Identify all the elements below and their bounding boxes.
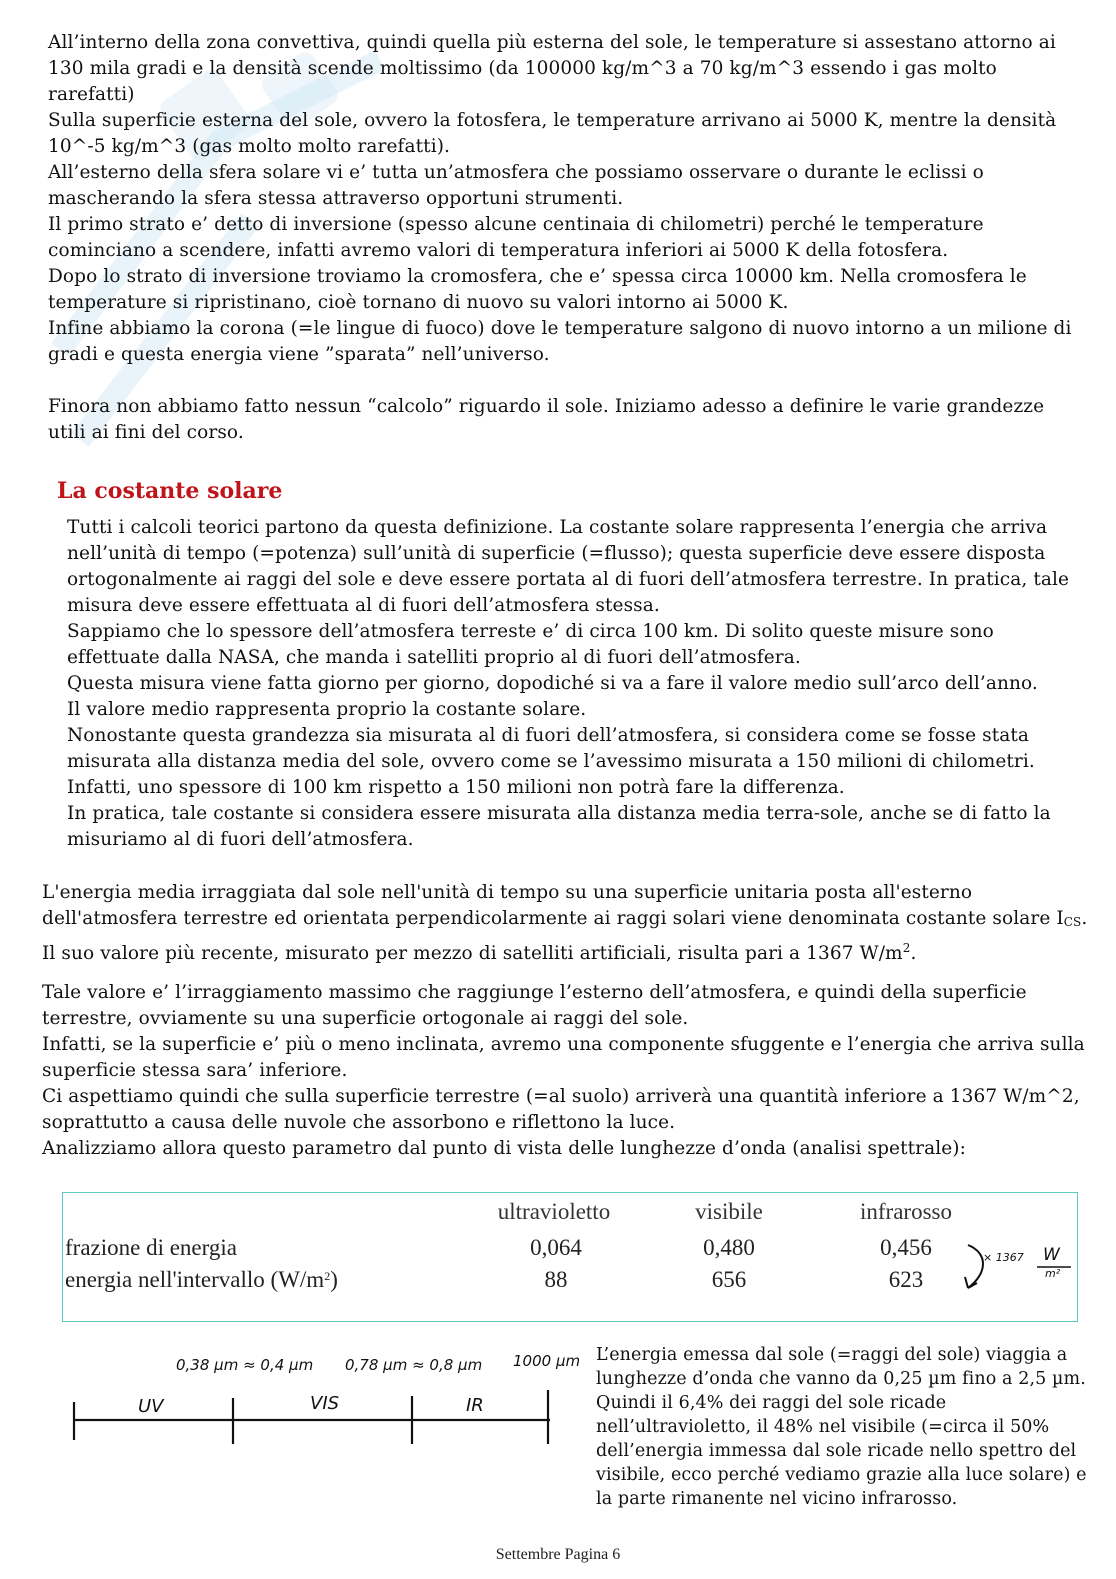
intro-line: gradi e questa energia viene ”sparata” nell’universo. xyxy=(48,344,550,365)
intro-line: 130 mila gradi e la densità scende moltissimo (da 100000 kg/m^3 a 70 kg/m^3 essendo i gas molto xyxy=(48,58,997,79)
header-ir: infrarosso xyxy=(860,1199,952,1224)
sketch-band-uv: UV xyxy=(138,1396,164,1417)
section-line: Questa misura viene fatta giorno per giorno, dopodiché si va a fare il valore medio sull’arco dell’anno. xyxy=(67,673,1038,694)
side-line: Quindi il 6,4% dei raggi del sole ricade xyxy=(596,1393,947,1413)
handwritten-arrow xyxy=(63,1193,1079,1323)
header-uv: ultravioletto xyxy=(497,1199,611,1224)
definition-line: L'energia media irraggiata dal sole nell'unità di tempo su una superficie unitaria posta all'esterno xyxy=(42,882,973,903)
intro-line: Il primo strato e’ detto di inversione (spesso alcune centinaia di chilometri) perché le temperature xyxy=(48,214,984,235)
note-unit-num: W xyxy=(1043,1245,1060,1265)
side-line: nell’ultravioletto, il 48% nel visibile (=circa il 50% xyxy=(596,1417,1050,1437)
intro2-line: Finora non abbiamo fatto nessun “calcolo” riguardo il sole. Iniziamo adesso a definire le varie grandezze xyxy=(48,396,1045,417)
after-line: soprattutto a causa delle nuvole che assorbono e riflettono la luce. xyxy=(42,1112,676,1133)
section-heading: La costante solare xyxy=(57,478,283,504)
intro-line: temperature si ripristinano, cioè tornano di nuovo su valori intorno ai 5000 K. xyxy=(48,292,789,313)
section-line: In pratica, tale costante si considera essere misurata alla distanza media terra-sole, anche se di fatto la xyxy=(67,803,1051,824)
intro-line: 10^-5 kg/m^3 (gas molto molto rarefatti). xyxy=(48,136,451,157)
side-line: visibile, ecco perché vediamo grazie alla luce solare) e xyxy=(596,1465,1087,1485)
intro-line: All’esterno della sfera solare vi e’ tutta un’atmosfera che possiamo osservare o durante le eclissi o xyxy=(48,162,984,183)
row2-ir-value: 623 xyxy=(888,1267,924,1292)
after-line: Infatti, se la superficie e’ più o meno inclinata, avremo una componente sfuggente e l’energia che arriva sulla xyxy=(42,1034,1085,1055)
side-line: la parte rimanente nel vicino infrarosso. xyxy=(596,1489,958,1509)
note-multiplier: × 1367 xyxy=(983,1251,1024,1264)
side-paragraph xyxy=(596,1343,1087,1511)
section-line: misura deve essere effettuata al di fuori dell’atmosfera stessa. xyxy=(67,595,660,616)
sketch-label-uv: 0,38 µm ≈ 0,4 µm xyxy=(176,1356,314,1374)
intro-line: cominciano a scendere, infatti avremo valori di temperatura inferiori ai 5000 K della fotosfera. xyxy=(48,240,949,261)
section-line: Infatti, uno spessore di 100 km rispetto a 150 milioni non potrà fare la differenza. xyxy=(67,777,845,798)
definition-line: dell'atmosfera terrestre ed orientata perpendicolarmente ai raggi solari viene denominata costante solare ICS. xyxy=(42,908,1088,929)
section-paragraph xyxy=(67,515,1069,853)
energy-table xyxy=(62,1192,1078,1322)
row1-vis-value: 0,480 xyxy=(703,1235,755,1260)
section-line: Nonostante questa grandezza sia misurata al di fuori dell’atmosfera, si considera come se fosse stata xyxy=(67,725,1030,746)
intro-paragraph xyxy=(48,30,1072,368)
row2-label: energia nell'intervallo $(W/m^2)$ xyxy=(65,1267,338,1292)
side-line: L’energia emessa dal sole (=raggi del sole) viaggia a xyxy=(596,1345,1068,1365)
sketch-label-vis: 0,78 µm ≈ 0,8 µm xyxy=(345,1356,483,1374)
sketch-band-ir: IR xyxy=(466,1395,484,1416)
intro-line: Dopo lo strato di inversione troviamo la cromosfera, che e’ spessa circa 10000 km. Nella cromosfera le xyxy=(48,266,1027,287)
section-line: misuriamo al di fuori dell’atmosfera. xyxy=(67,829,414,850)
definition-line: Il suo valore più recente, misurato per mezzo di satelliti artificiali, risulta pari a 1367 $W/m^2$. xyxy=(42,941,917,964)
note-unit-den: m² xyxy=(1045,1267,1061,1280)
section-line: ortogonalmente ai raggi del sole e deve essere portata al di fuori dell’atmosfera terrestre. In pratica, tale xyxy=(67,569,1070,590)
intro2-line: utili ai fini del corso. xyxy=(48,422,244,443)
after-paragraph xyxy=(42,980,1085,1162)
intro-line: Infine abbiamo la corona (=le lingue di fuoco) dove le temperature salgono di nuovo intorno a un milione di xyxy=(48,318,1072,339)
after-line: Analizziamo allora questo parametro dal punto di vista delle lunghezze d’onda (analisi spettrale): xyxy=(42,1138,966,1159)
definition-paragraph xyxy=(42,880,1087,967)
sketch-label-ir: 1000 µm xyxy=(513,1352,581,1370)
section-line: effettuate dalla NASA, che manda i satelliti proprio al di fuori dell’atmosfera. xyxy=(67,647,801,668)
section-line: Tutti i calcoli teorici partono da questa definizione. La costante solare rappresenta l’energia che arriva xyxy=(67,517,1048,538)
side-line: dell’energia immessa dal sole ricade nello spettro del xyxy=(596,1441,1077,1461)
row1-ir-value: 0,456 xyxy=(880,1235,932,1260)
row1-uv-value: 0,064 xyxy=(530,1235,582,1260)
section-line: Sappiamo che lo spessore dell’atmosfera terreste e’ di circa 100 km. Di solito queste misure sono xyxy=(67,621,994,642)
header-vis: visibile xyxy=(695,1199,763,1224)
after-line: Ci aspettiamo quindi che sulla superficie terrestre (=al suolo) arriverà una quantità inferiore a 1367 W/m^2, xyxy=(42,1086,1080,1107)
intro-line: All’interno della zona convettiva, quindi quella più esterna del sole, le temperature si assestano attorno ai xyxy=(48,32,1056,53)
side-line: lunghezze d’onda che vanno da 0,25 µm fino a 2,5 µm. xyxy=(596,1369,1086,1389)
row1-label: frazione di energia xyxy=(65,1235,237,1260)
after-line: Tale valore e’ l’irraggiamento massimo che raggiunge l’esterno dell’atmosfera, e quindi della superficie xyxy=(42,982,1027,1003)
intro-line: mascherando la sfera stessa attraverso opportuni strumenti. xyxy=(48,188,624,209)
section-line: Il valore medio rappresenta proprio la costante solare. xyxy=(67,699,587,720)
intro-line: Sulla superficie esterna del sole, ovvero la fotosfera, le temperature arrivano ai 5000 K, mentre la densità xyxy=(48,110,1057,131)
page-footer: Settembre Pagina 6 xyxy=(495,1546,621,1563)
section-line: nell’unità di tempo (=potenza) sull’unità di superficie (=flusso); questa superficie deve essere disposta xyxy=(67,543,1046,564)
section-line: misurata alla distanza media del sole, ovvero come se l’avessimo misurata a 150 milioni di chilometri. xyxy=(67,751,1035,772)
intro2-paragraph xyxy=(48,394,1044,446)
after-line: superficie stessa sara’ inferiore. xyxy=(42,1060,348,1081)
sketch-band-vis: VIS xyxy=(310,1393,340,1414)
after-line: terrestre, ovviamente su una superficie ortogonale ai raggi del sole. xyxy=(42,1008,689,1029)
row2-vis-value: 656 xyxy=(711,1267,747,1292)
row2-uv-value: 88 xyxy=(544,1267,568,1292)
intro-line: rarefatti) xyxy=(48,84,135,105)
